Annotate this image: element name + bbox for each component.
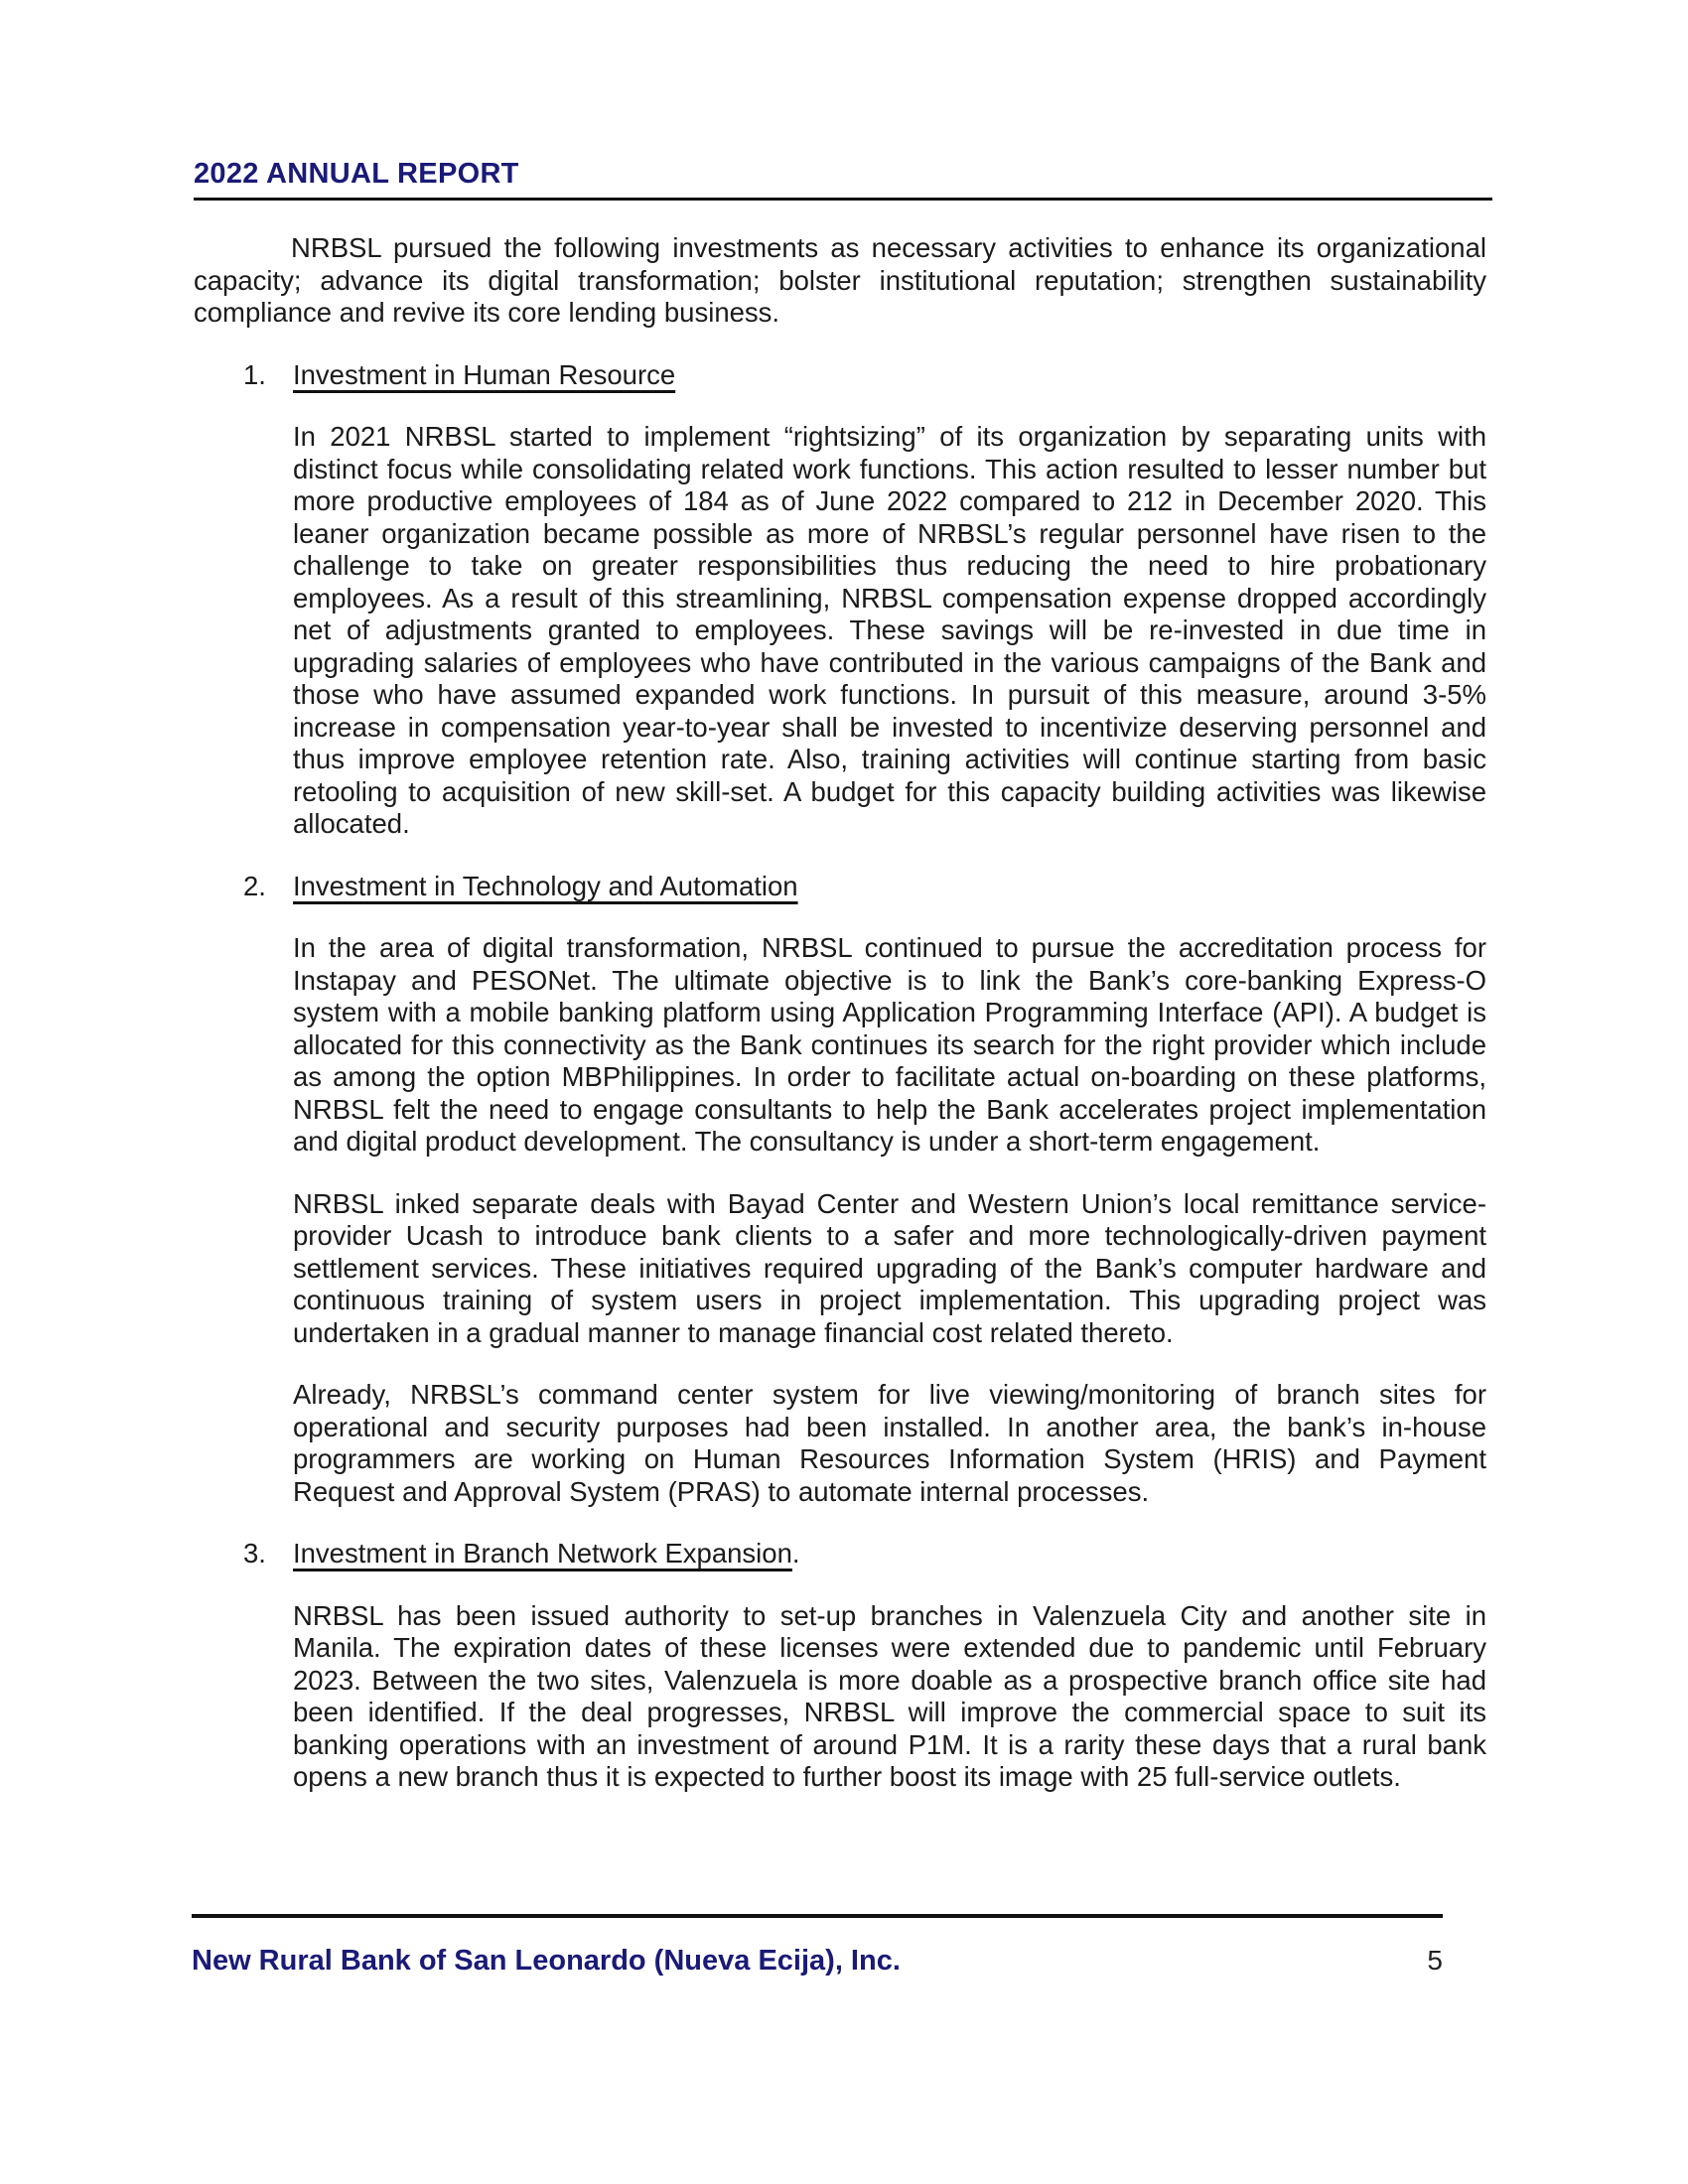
footer-page-number: 5	[1427, 1945, 1443, 1976]
section-3-title-suffix: .	[791, 1538, 800, 1569]
section-human-resource	[194, 359, 1486, 841]
section-3-number: 3.	[243, 1538, 266, 1569]
section-2-paragraph-3: Already, NRBSL’s command center system for live viewing/monitoring of branch sites for operational and security purposes had been installed. In another area, the bank’s in-house programmers are working on Human Resources Information System (HRIS) and Payment Request and Approval System (PRAS) to automate internal processes.	[293, 1379, 1486, 1507]
section-1-title	[293, 359, 675, 392]
section-2-body	[293, 932, 1486, 1508]
report-header	[194, 157, 1492, 201]
section-1-body	[293, 421, 1486, 841]
section-2-paragraph-1: In the area of digital transformation, NRBSL continued to pursue the accreditation process for Instapay and PESONet. The ultimate objective is to link the Bank’s core-banking Express-O system with a mobile banking platform using Application Programming Interface (API). A budget is allocated for this connectivity as the Bank continues its search for the right provider which include as among the option MBPhilippines. In order to facilitate actual on-boarding on these platforms, NRBSL felt the need to engage consultants to help the Bank accelerates project implementation and digital product development. The consultancy is under a short-term engagement.	[293, 932, 1486, 1157]
section-3-title-text: Investment in Branch Network Expansion	[293, 1538, 792, 1569]
section-2-paragraph-2: NRBSL inked separate deals with Bayad Center and Western Union’s local remittance service-provider Ucash to introduce bank clients to a safer and more technologically-driven payment settlement services. These initiatives required upgrading of the Bank’s computer hardware and continuous training of system users in project implementation. This upgrading project was undertaken in a gradual manner to manage financial cost related thereto.	[293, 1187, 1486, 1348]
report-body	[194, 232, 1486, 1794]
footer-rule	[192, 1914, 1443, 1918]
section-3-title	[293, 1538, 800, 1570]
section-3-body	[293, 1600, 1486, 1794]
section-1-number: 1.	[243, 358, 266, 390]
section-1-title-text: Investment in Human Resource	[293, 358, 676, 390]
section-2-heading	[194, 871, 1486, 903]
section-technology-automation	[194, 871, 1486, 1509]
section-2-title	[293, 871, 798, 903]
section-3-heading	[194, 1538, 1486, 1570]
section-1-heading	[194, 359, 1486, 392]
section-2-number: 2.	[243, 870, 266, 901]
report-footer	[192, 1944, 1443, 1978]
section-3-paragraph-1: NRBSL has been issued authority to set-up branches in Valenzuela City and another site in Manila. The expiration dates of these licenses were extended due to pandemic until February 2023. Between the two sites, Valenzuela is more doable as a prospective branch office site had been identified. If the deal progresses, NRBSL will improve the commercial space to suit its banking operations with an investment of around P1M. It is a rarity these days that a rural bank opens a new branch thus it is expected to further boost its image with 25 full-service outlets.	[293, 1599, 1486, 1792]
intro-paragraph: NRBSL pursued the following investments as necessary activities to enhance its organizational capacity; advance its digital transformation; bolster institutional reputation; strengthen sustainability compliance and revive its core lending business.	[194, 232, 1486, 328]
footer-bank-name: New Rural Bank of San Leonardo (Nueva Ecija), Inc.	[192, 1945, 901, 1977]
section-branch-network	[194, 1538, 1486, 1794]
section-2-title-text: Investment in Technology and Automation	[293, 870, 798, 901]
section-1-paragraph-1: In 2021 NRBSL started to implement “rightsizing” of its organization by separating units with distinct focus while consolidating related work functions. This action resulted to lesser number but more productive employees of 184 as of June 2022 compared to 212 in December 2020. This leaner organization became possible as more of NRBSL’s regular personnel have risen to the challenge to take on greater responsibilities thus reducing the need to hire probationary employees. As a result of this streamlining, NRBSL compensation expense dropped accordingly net of adjustments granted to employees. These savings will be re-invested in due time in upgrading salaries of employees who have contributed in the various campaigns of the Bank and those who have assumed expanded work functions. In pursuit of this measure, around 3-5% increase in compensation year-to-year shall be invested to incentivize deserving personnel and thus improve employee retention rate. Also, training activities will continue starting from basic retooling to acquisition of new skill-set. A budget for this capacity building activities was likewise allocated.	[293, 421, 1486, 839]
report-title: 2022 ANNUAL REPORT	[194, 158, 519, 190]
